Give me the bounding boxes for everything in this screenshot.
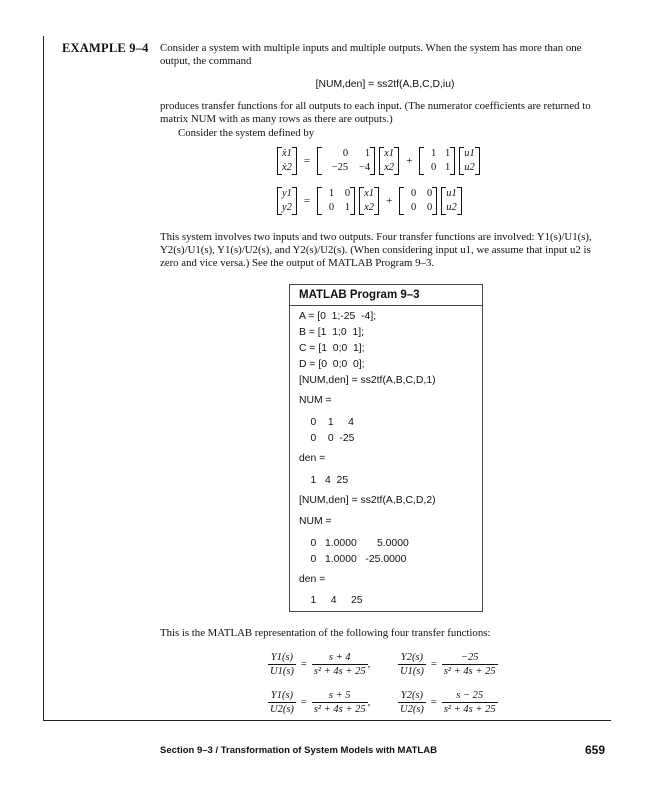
- matrix-entry: 0: [342, 148, 349, 159]
- intro-paragraph: Consider a system with multiple inputs and multiple outputs. When the system has more than one output, the command: [160, 42, 582, 67]
- tf-rhs: [442, 652, 498, 677]
- matrix-entry: ẋ1: [282, 148, 292, 159]
- tf-rhs: [312, 652, 368, 677]
- matrix-entry: 0: [411, 202, 417, 213]
- transfer-function-y1-u1: $\frac{Y1(s)}{U1(s)}$ = $\frac{s + 4}{\text{s² + 4s + 25}}$ ,: [270, 652, 371, 677]
- plus-sign: +: [386, 195, 393, 207]
- matrix-entry: u1: [446, 188, 457, 199]
- equals-sign: =: [303, 195, 311, 207]
- tf-rhs-numerator: s + 4: [328, 652, 351, 663]
- tf-lhs-denominator: U1(s): [400, 666, 424, 677]
- tf-lhs-numerator: Y1(s): [270, 652, 294, 663]
- code-line: 0 1.0000 -25.0000: [299, 554, 407, 565]
- matrix-entry: y2: [282, 202, 292, 213]
- matrix-entry: 1: [344, 202, 351, 213]
- matrix-entry: u1: [464, 148, 475, 159]
- matrix-entry: x2: [364, 202, 375, 213]
- tf-lhs: [398, 652, 426, 677]
- state-derivative-vector: [277, 147, 297, 175]
- left-margin-rule: [43, 36, 44, 720]
- matrix-a: [317, 147, 375, 175]
- output-vector: [277, 187, 297, 215]
- example-label: EXAMPLE 9–4: [62, 41, 149, 55]
- state-vector: [379, 147, 399, 175]
- matrix-entry: −25: [331, 162, 349, 173]
- matrix-entry: 1: [445, 162, 451, 173]
- code-line: 1 4 25: [299, 475, 349, 486]
- command-line: [NUM,den] = ss2tf(A,B,C,D,iu): [315, 79, 455, 90]
- program-title: MATLAB Program 9–3: [290, 285, 482, 306]
- tf-separator: ,: [367, 659, 371, 670]
- tf-rhs: [312, 690, 368, 715]
- tf-rhs-denominator: s² + 4s + 25: [313, 704, 366, 715]
- code-line: den =: [299, 453, 326, 464]
- tf-lhs: [268, 652, 296, 677]
- matrix-entry: 0: [344, 188, 351, 199]
- transfer-function-y1-u2: $\frac{Y1(s)}{U2(s)}$ = $\frac{s + 5}{\text{s² + 4s + 25}}$ ,: [270, 690, 371, 715]
- matrix-entry: u2: [464, 162, 475, 173]
- code-line: A = [0 1;-25 -4];: [299, 311, 377, 322]
- tf-lhs-denominator: U1(s): [270, 666, 294, 677]
- tf-rhs-denominator: s² + 4s + 25: [313, 666, 366, 677]
- transfer-function-y2-u1: $\frac{Y2(s)}{U1(s)}$ = $\frac{-25}{\text{s² + 4s + 25}}$: [400, 652, 496, 677]
- matrix-entry: ẋ2: [282, 162, 292, 173]
- code-line: [NUM,den] = ss2tf(A,B,C,D,2): [299, 495, 436, 506]
- tf-lhs-denominator: U2(s): [400, 704, 424, 715]
- matlab-program-box: [289, 284, 483, 612]
- matrix-entry: 1: [328, 188, 335, 199]
- matrix-entry: x1: [384, 148, 395, 159]
- matrix-c: [317, 187, 355, 215]
- state-vector: [359, 187, 379, 215]
- tf-rhs-denominator: s² + 4s + 25: [443, 704, 496, 715]
- matrix-entry: 1: [445, 148, 451, 159]
- bottom-rule: [43, 720, 611, 721]
- produces-paragraph: produces transfer functions for all outputs to each input. (The numerator coefficients are returned to matrix NUM with as many rows as there are outputs.): [160, 100, 591, 125]
- page-number: 659: [585, 743, 606, 757]
- matrix-entry: u2: [446, 202, 457, 213]
- input-vector: [441, 187, 462, 215]
- code-line: den =: [299, 574, 326, 585]
- tf-rhs-denominator: s² + 4s + 25: [443, 666, 496, 677]
- code-line: 0 1 4: [299, 417, 354, 428]
- matrix-entry: 1: [364, 148, 371, 159]
- code-line: NUM =: [299, 395, 332, 406]
- involves-paragraph: This system involves two inputs and two outputs. Four transfer functions are involved: Y1(s)/U1(s), Y2(s)/U1(s), Y1(s)/U2(s), and Y2(s)/U2(s). (When considering input u1, we assume that input u2 is zero and vice versa.) See the output of MATLAB Program 9–3.: [160, 231, 592, 269]
- code-line: [NUM,den] = ss2tf(A,B,C,D,1): [299, 375, 436, 386]
- matrix-b: [419, 147, 455, 175]
- matrix-entry: 0: [328, 202, 335, 213]
- consider-line: Consider the system defined by: [178, 127, 315, 139]
- tf-lhs-numerator: Y2(s): [400, 652, 424, 663]
- matrix-d: [399, 187, 437, 215]
- matrix-entry: 0: [411, 188, 417, 199]
- matrix-entry: 0: [427, 202, 433, 213]
- plus-sign: +: [406, 155, 413, 167]
- matrix-entry: 0: [427, 188, 433, 199]
- footer-section: Section 9–3 / Transformation of System Models with MATLAB: [160, 745, 437, 756]
- transfer-function-y2-u2: $\frac{Y2(s)}{U2(s)}$ = $\frac{s - 25}{\text{s² + 4s + 25}}$: [400, 690, 496, 715]
- tf-lhs-numerator: Y2(s): [400, 690, 424, 701]
- code-line: 0 1.0000 5.0000: [299, 538, 409, 549]
- code-line: 1 4 25: [299, 595, 363, 606]
- state-equation: [275, 147, 482, 175]
- code-line: D = [0 0;0 0];: [299, 359, 365, 370]
- tf-rhs-numerator: s + 5: [328, 690, 351, 701]
- tf-rhs: [442, 690, 498, 715]
- matrix-entry: −4: [358, 162, 371, 173]
- code-line: NUM =: [299, 516, 332, 527]
- matrix-entry: y1: [282, 188, 292, 199]
- code-line: C = [1 0;0 1];: [299, 343, 365, 354]
- tf-lhs: [398, 690, 426, 715]
- matrix-entry: x1: [364, 188, 375, 199]
- tf-rhs-numerator: −25: [460, 652, 479, 663]
- code-line: 0 0 -25: [299, 433, 355, 444]
- equals-sign: =: [303, 155, 311, 167]
- matrix-entry: 0: [431, 162, 437, 173]
- tf-separator: ,: [367, 697, 371, 708]
- matrix-entry: 1: [431, 148, 437, 159]
- tf-rhs-numerator: s − 25: [456, 690, 484, 701]
- input-vector: [459, 147, 480, 175]
- tf-lhs-numerator: Y1(s): [270, 690, 294, 701]
- output-equation: [275, 187, 464, 215]
- representation-line: This is the MATLAB representation of the following four transfer functions:: [160, 627, 491, 639]
- code-line: B = [1 1;0 1];: [299, 327, 364, 338]
- tf-lhs: [268, 690, 296, 715]
- matrix-entry: x2: [384, 162, 395, 173]
- tf-lhs-denominator: U2(s): [270, 704, 294, 715]
